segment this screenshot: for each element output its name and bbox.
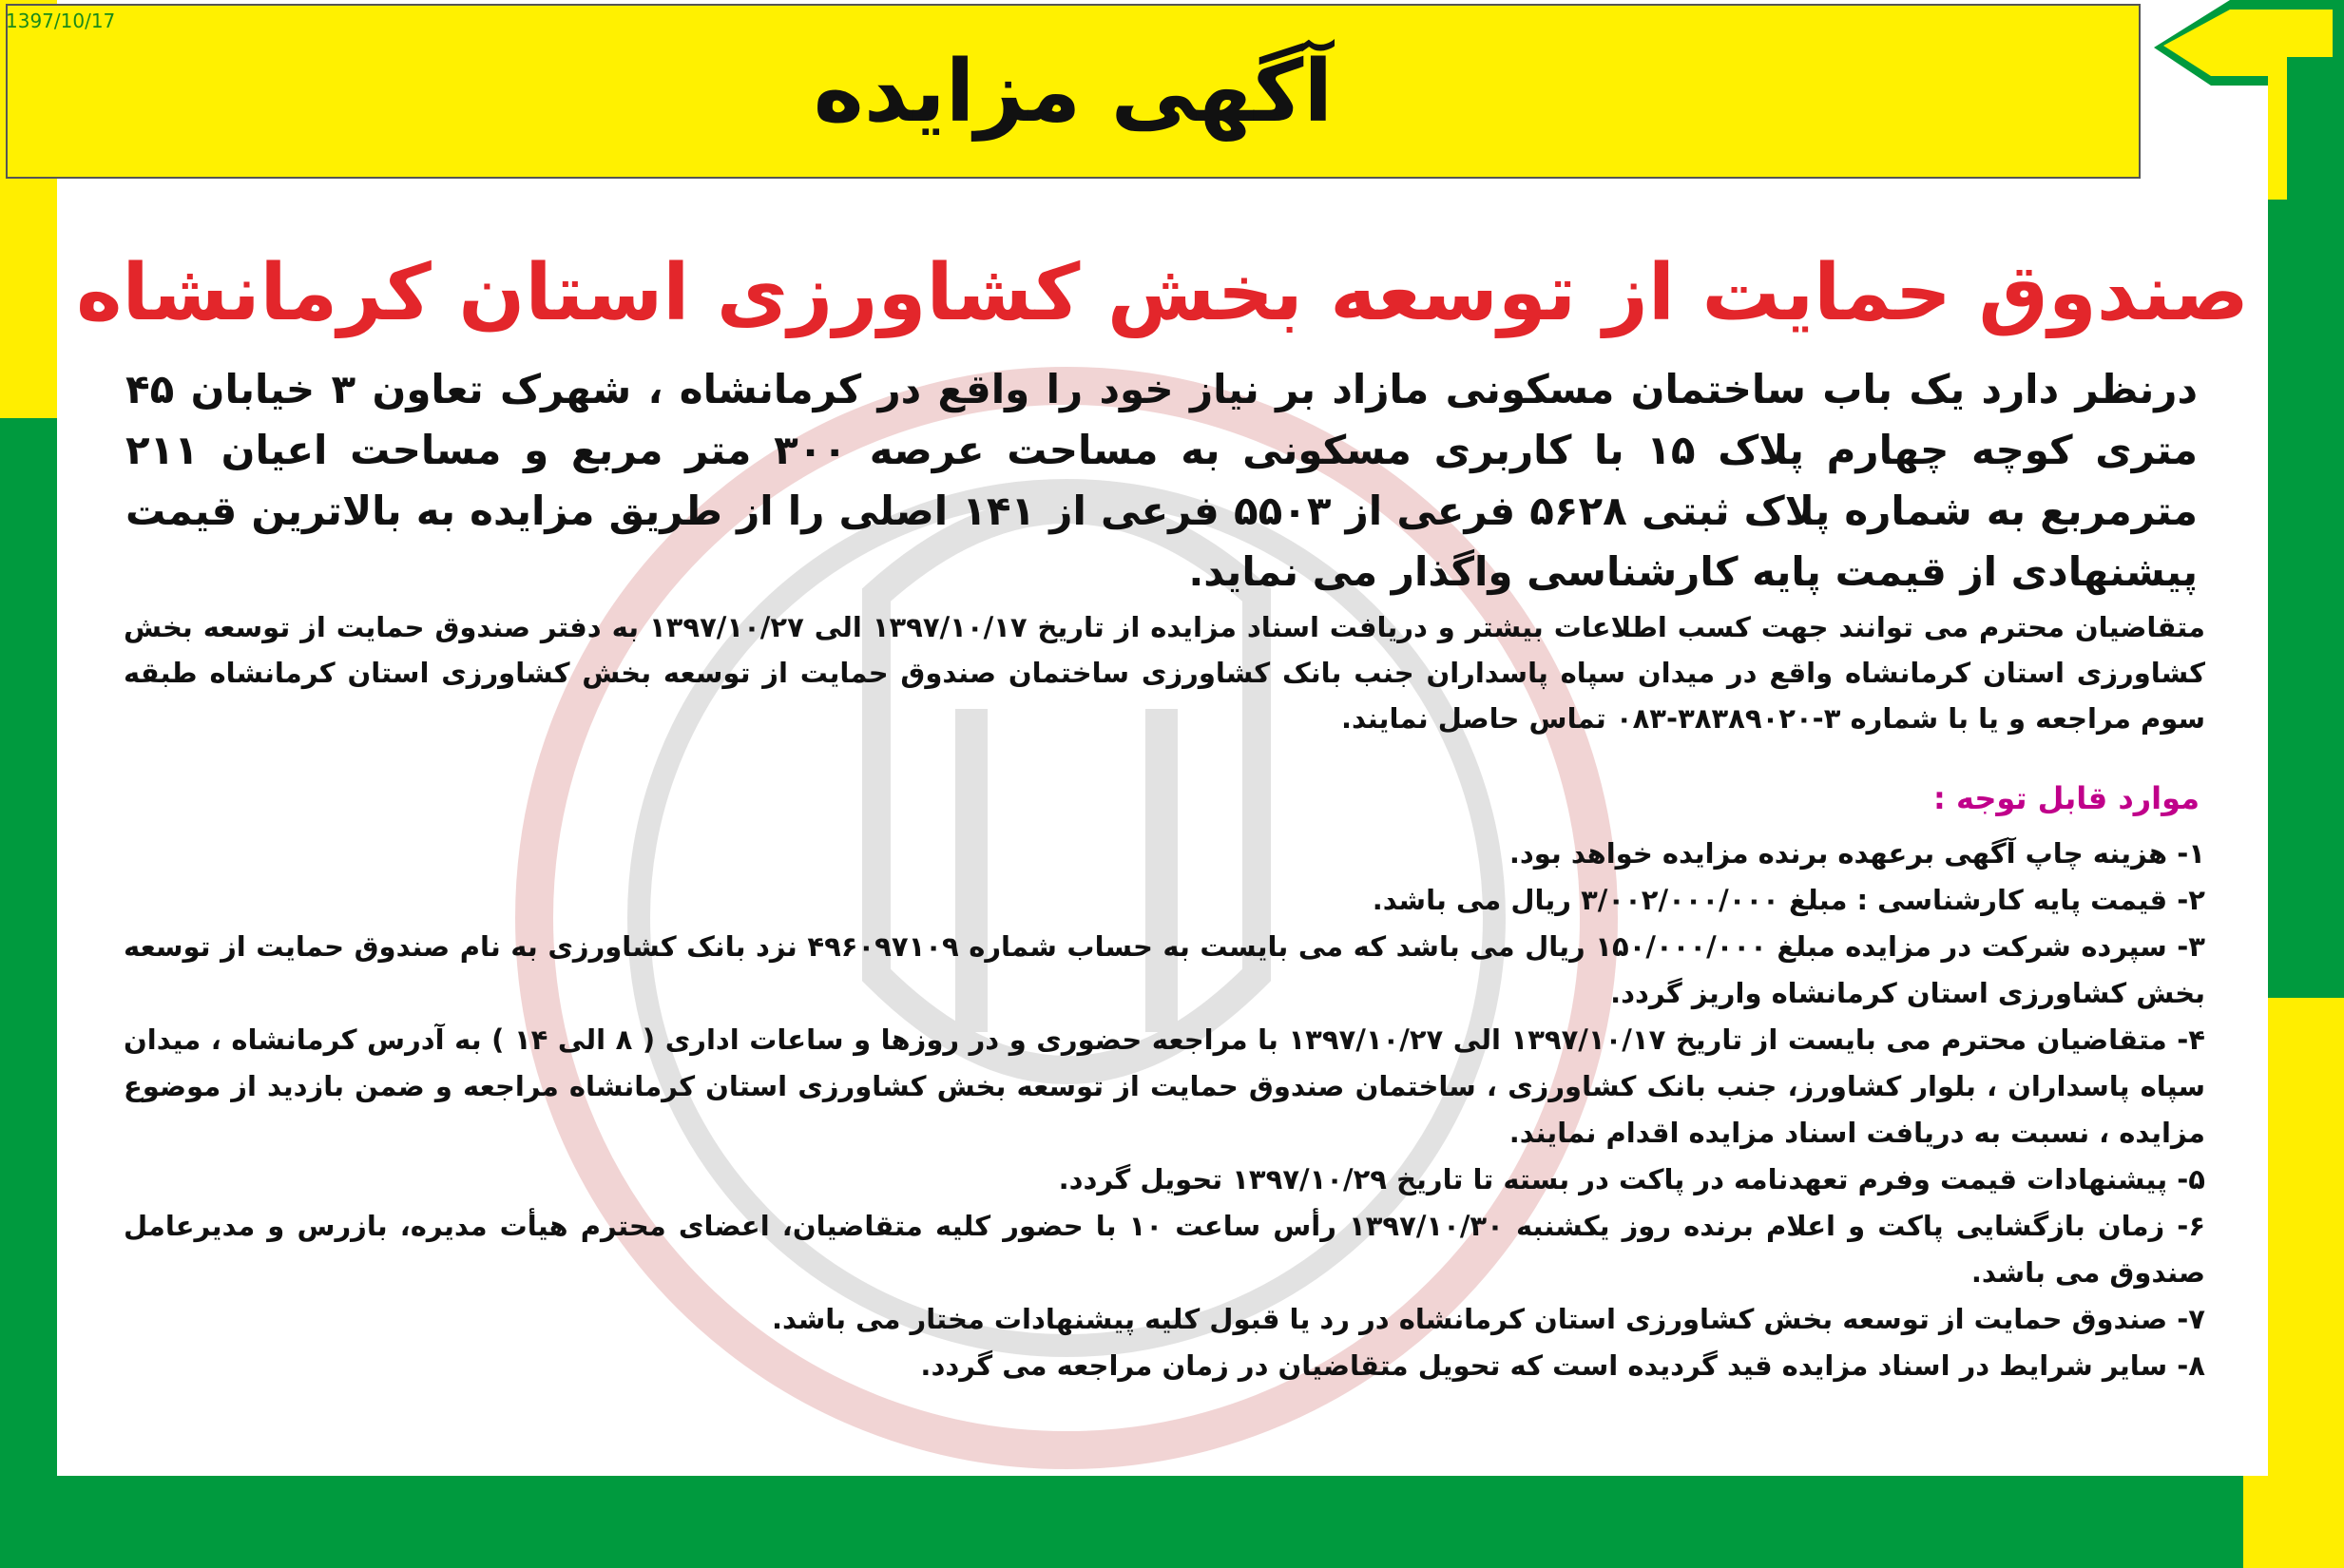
intro-paragraph: درنظر دارد یک باب ساختمان مسکونی مازاد بر نیاز خود را واقع در کرمانشاه ، شهرک تعاون ۳ خیابان ۴۵ متری کوچه چهارم پلاک ۱۵ با کاربری مسکونی به مساحت عرصه ۳۰۰ متر مربع و مساحت اعیان ۲۱۱ مترمربع به شماره پلاک ثبتی ۵۶۲۸ فرعی از ۵۵۰۳ فرعی از ۱۴۱ اصلی را از طریق مزایده به بالاترین قیمت پیشنهادی از قیمت پایه کارشناسی واگذار می نماید. (125, 366, 2198, 595)
list-item: ۱- هزینه چاپ آگهی برعهده برنده مزایده خواهد بود. (1508, 837, 2205, 870)
list-item: ۳- سپرده شرکت در مزایده مبلغ ۱۵۰/۰۰۰/۰۰۰ ریال می باشد که می بایست به حساب شماره ۴۹۶۰۹۷۱۰۹ نزد بانک کشاورزی به نام صندوق حمایت از توسعه بخش کشاورزی استان کرمانشاه واریز گردد. (124, 930, 2205, 1009)
notes-list (124, 831, 2205, 1389)
contact-paragraph: متقاضیان محترم می توانند جهت کسب اطلاعات بیشتر و دریافت اسناد مزایده از تاریخ ۱۳۹۷/۱۰/۱۷ الی ۱۳۹۷/۱۰/۲۷ به دفتر صندوق حمایت از توسعه بخش کشاورزی استان کرمانشاه واقع در میدان سپاه پاسداران جنب بانک کشاورزی ساختمان صندوق حمایت از توسعه بخش کشاورزی استان کرمانشاه طبقه سوم مراجعه و یا با شماره ۳-۳۸۳۸۹۰۲۰-۰۸۳ تماس حاصل نمایند. (124, 611, 2205, 735)
notes-heading: موارد قابل توجه : (1933, 780, 2200, 816)
corner-decoration (2154, 0, 2344, 219)
header-banner (6, 4, 2141, 179)
organization-title: صندوق حمایت از توسعه بخش کشاورزی استان کرمانشاه (76, 248, 2249, 338)
left-green-border (0, 418, 57, 1568)
list-item: ۴- متقاضیان محترم می بایست از تاریخ ۱۳۹۷/۱۰/۱۷ الی ۱۳۹۷/۱۰/۲۷ با مراجعه حضوری و در روزها و ساعات اداری ( ۸ الی ۱۴ ) به آدرس کرمانشاه ، میدان سپاه پاسداران ، بلوار کشاورز، جنب بانک کشاورزی ، ساختمان صندوق حمایت از توسعه بخش کشاورزی استان کرمانشاه مراجعه و ضمن بازدید از موضوع مزایده ، نسبت به دریافت اسناد مزایده اقدام نمایند. (124, 1023, 2205, 1149)
page-title: آگهی مزایده (813, 42, 1334, 142)
list-item: ۵- پیشنهادات قیمت وفرم تعهدنامه در پاکت در بسته تا تاریخ ۱۳۹۷/۱۰/۲۹ تحویل گردد. (1058, 1163, 2205, 1195)
list-item: ۷- صندوق حمایت از توسعه بخش کشاورزی استان کرمانشاه در رد یا قبول کلیه پیشنهادات مختار می باشد. (771, 1303, 2205, 1335)
list-item: ۸- سایر شرایط در اسناد مزایده قید گردیده است که تحویل متقاضیان در زمان مراجعه می گردد. (920, 1349, 2205, 1382)
bottom-yellow-corner (2243, 1476, 2344, 1568)
list-item: ۲- قیمت پایه کارشناسی : مبلغ ۳/۰۰۲/۰۰۰/۰۰۰ ریال می باشد. (1372, 884, 2205, 916)
list-item: ۶- زمان بازگشایی پاکت و اعلام برنده روز یکشنبه ۱۳۹۷/۱۰/۳۰ رأس ساعت ۱۰ با حضور کلیه متقاضیان، اعضای محترم هیأت مدیره، بازرس و مدیرعامل صندوق می باشد. (124, 1210, 2206, 1289)
date-tag: 1397/10/17 (6, 10, 116, 32)
announcement-panel (59, 196, 2266, 1474)
